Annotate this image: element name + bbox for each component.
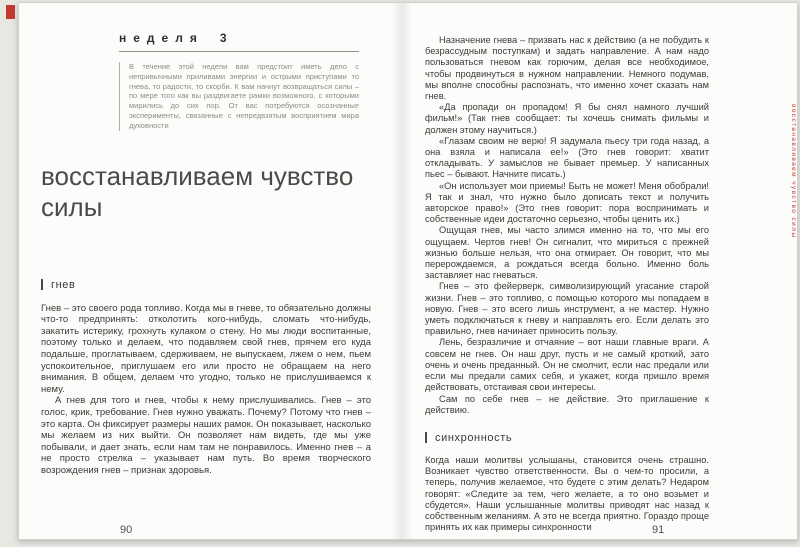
edge-running-caption: восстанавливаем чувство силы — [790, 104, 797, 239]
paragraph: Лень, безразличие и отчаяние – вот наши главные враги. А совсем не гнев. Он наш друг, пусть и не самый кроткий, зато очень и очень преданный. Он не смолчит, если нас предали или если мы предали самих себя, и укажет, когда пришло время действовать, отстаивая свои интересы. — [425, 337, 709, 393]
chapter-title: восстанавливаем чувство силы — [41, 160, 354, 222]
synchronicity-body-text — [425, 455, 709, 533]
paragraph: «Глазам своим не верю! Я задумала пьесу три года назад, а она взяла и написала ее!» (Это гнев говорит: хватит откладывать. У замыслов не бывает премьер. У написанных пьес – бывают. Начните писать.) — [425, 135, 709, 180]
section-marker-bar — [425, 432, 427, 443]
week-number: 3 — [219, 31, 227, 45]
section-head-anger — [41, 279, 371, 291]
week-intro-block — [119, 31, 359, 131]
section-label-anger: гнев — [51, 278, 76, 291]
page-number-left: 90 — [120, 524, 133, 536]
paragraph: Ощущая гнев, мы часто злимся именно на то, что мы его ощущаем. Чертов гнев! Он сигналит, что мириться с прежней жизнью больше нельзя, что она отмирает. Он говорит, что мы перерождаемся, а рождаться всегда больно. Именно боль заставляет нас гневаться. — [425, 225, 709, 281]
paragraph: «Да пропади он пропадом! Я бы снял намного лучший фильм!» (Так гнев сообщает: ты хочешь снимать фильмы и должен этому научиться.) — [425, 102, 709, 135]
week-label: неделя — [119, 31, 204, 45]
week-epigraph: В течение этой недели вам предстоит иметь дело с непривычными приливами энергии и острыми приступами то гнева, то радости, то скорби. К вам начнут возвращаться силы – по мере того как вы раздвигаете рамки возможного, с которыми мирились до сих пор. От вас потребуются осознанные эксперименты, связанные с непредвзятым восприятием мира духовности — [119, 62, 359, 131]
section-marker-bar — [41, 279, 43, 290]
section-head-synchronicity — [425, 432, 709, 444]
paragraph: Гнев – это своего рода топливо. Когда мы в гневе, то обязательно должны что-то предпринять: отколотить кого-нибудь, сломать что-нибудь, закатить истерику, грохнуть кулаком о стену. Но мы люди воспитанные, поэтому только и делаем, что подавляем свой гнев, прячем его куда подальше, проглатываем, сдерживаем, не выпускаем, лжем о нем, пьем успокоительное, приглушаем его или просто не обращаем на него внимания. В общем, делаем что угодно, только не прислушиваемся к нему. — [41, 302, 371, 395]
paragraph: А гнев для того и гнев, чтобы к нему прислушивались. Гнев – это голос, крик, требование. Гнев нужно уважать. Почему? Потому что гнев – это карта. Он фиксирует размеры наших рамок. Он показывает, насколько мы желаем из них выйти. Он позволяет нам видеть, где мы уже побывали, и дает знать, если нам там не понравилось. Именно гнев – а не просто стрелка – указывает нам путь. Во время творческого возрождения гнев – признак здоровья. — [41, 395, 371, 476]
paragraph: Гнев – это фейерверк, символизирующий угасание старой жизни. Гнев – это топливо, с помощью которого мы попадаем в новую. Гнев – это всего лишь инструмент, а не мастер. Нужно уметь подключаться к гневу и направлять его. Если делать это правильно, гнев начинает приносить пользу. — [425, 281, 709, 337]
section-label-synchronicity: синхронность — [435, 431, 513, 444]
paragraph: Когда наши молитвы услышаны, становится очень страшно. Возникает чувство ответственности. Вы о чем-то просили, а теперь, получив желаемое, что будете с этим делать? Недаром говорят: «Следите за тем, чего желаете, а то оно возьмет и сбудется». Наши услышанные молитвы приводят нас назад к собственным желаниям. А это не всегда приятно. Гораздо проще принять их как примеры синхронности — [425, 454, 709, 533]
page-number-right: 91 — [652, 524, 665, 536]
left-body-text — [41, 303, 371, 477]
paragraph: «Он использует мои приемы! Быть не может! Меня обобрали! Я так и знал, что нужно было дописать текст и получить авторское право!» (Это гнев говорит: пора воспринимать и собственные идеи достаточно серьезно, чтобы ценить их.) — [425, 180, 709, 225]
page-right — [425, 35, 709, 533]
page-gutter-shadow — [391, 3, 413, 539]
cover-edge-mark — [6, 5, 15, 19]
right-body-text — [425, 35, 709, 416]
paragraph: Назначение гнева – призвать нас к действию (а не побудить к безрассудным поступкам) и задать направление. А нам надо пользоваться гневом как горючим, делая все необходимое, чтобы продвинуться в нужном направлении. Немного подумав, мы вполне способны распознать, что именно хочет сказать нам гнев. — [425, 35, 709, 102]
week-header — [119, 31, 359, 52]
page-left — [41, 31, 371, 476]
book-spread — [18, 2, 798, 540]
paragraph: Сам по себе гнев – не действие. Это приглашение к действию. — [425, 393, 709, 415]
